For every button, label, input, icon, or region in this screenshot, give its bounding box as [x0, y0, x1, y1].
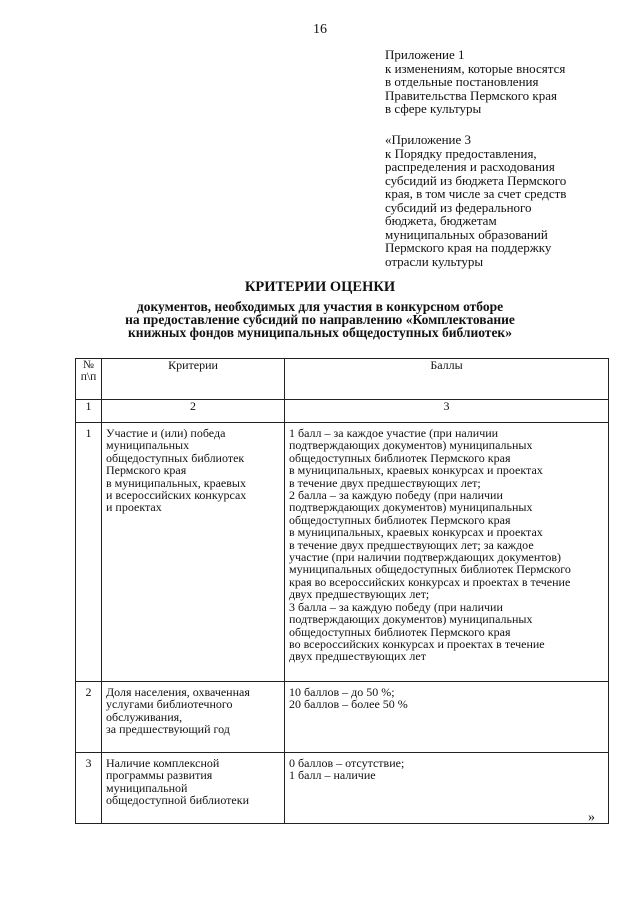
appendix-1-line: Правительства Пермского края — [385, 87, 557, 103]
score-line: 1 балл – наличие — [289, 768, 376, 783]
criteria-line: Пермского края — [106, 463, 187, 478]
score-line: двух предшествующих лет — [289, 649, 426, 664]
table-row — [76, 753, 609, 824]
row-number-cell: 1 — [76, 423, 102, 682]
document-subtitle — [40, 300, 600, 339]
criteria-line: услугами библиотечного — [106, 697, 233, 712]
score-line: муниципальных общедоступных библиотек Пермского — [289, 562, 571, 577]
appendix-3-line: к Порядку предоставления, — [385, 145, 537, 161]
score-line: 0 баллов – отсутствие; — [289, 756, 405, 770]
scores-cell — [285, 682, 609, 753]
page-number: 16 — [313, 22, 327, 37]
table-row — [76, 682, 609, 753]
closing-quote-mark: » — [588, 810, 595, 825]
score-line: общедоступных библиотек Пермского края — [289, 624, 511, 639]
criteria-line: и проектах — [106, 500, 162, 515]
criteria-table — [75, 358, 609, 824]
table-row — [76, 423, 609, 682]
header-number-symbol: № — [83, 359, 94, 371]
index-cell: 2 — [102, 400, 285, 423]
score-line: 2 балла – за каждую победу (при наличии — [289, 488, 503, 503]
appendix-3-line: субсидий из бюджета Пермского — [385, 172, 567, 188]
criteria-line: за предшествующий год — [106, 722, 230, 737]
appendix-1-block — [385, 48, 625, 116]
criteria-line: Наличие комплексной — [106, 756, 220, 770]
score-line: края во всероссийских конкурсах и проектах в течение — [289, 574, 571, 589]
score-line: двух предшествующих лет; — [289, 587, 430, 602]
scores-cell — [285, 753, 609, 824]
score-line: 20 баллов – более 50 % — [289, 697, 408, 712]
criteria-line: обслуживания, — [106, 709, 183, 724]
criteria-line: муниципальных — [106, 438, 190, 453]
score-line: общедоступных библиотек Пермского края — [289, 450, 511, 465]
table-header-row — [76, 359, 609, 400]
criteria-line: Участие и (или) победа — [106, 426, 226, 440]
appendix-3-line: Пермского края на поддержку — [385, 240, 552, 255]
score-line: подтверждающих документов) муниципальных — [289, 438, 533, 453]
subtitle-line: книжных фондов муниципальных общедоступных библиотек» — [128, 325, 512, 340]
criteria-line: общедоступных библиотек — [106, 450, 245, 465]
score-line: во всероссийских конкурсах и проектах в течение — [289, 636, 545, 651]
score-line: в течение двух предшествующих лет; за каждое — [289, 537, 534, 552]
score-line: участие (при наличии подтверждающих документов) — [289, 550, 562, 565]
criteria-line: Доля населения, охваченная — [106, 685, 250, 699]
criteria-line: общедоступной библиотеки — [106, 793, 250, 808]
appendix-1-line: в отдельные постановления — [385, 74, 539, 89]
score-line: подтверждающих документов) муниципальных — [289, 612, 533, 627]
subtitle-line: на предоставление субсидий по направлению «Комплектование — [125, 312, 515, 327]
appendix-1-line: в сфере культуры — [385, 101, 482, 116]
appendix-3-line: края, в том числе за счет средств — [385, 186, 567, 201]
document-title: КРИТЕРИИ ОЦЕНКИ — [244, 279, 396, 295]
criteria-cell — [102, 423, 285, 682]
appendix-3-line: субсидий из федерального — [385, 199, 532, 215]
appendix-3-line: распределения и расходования — [385, 159, 555, 174]
criteria-cell — [102, 753, 285, 824]
appendix-1-line: к изменениям, которые вносятся — [385, 60, 566, 76]
table-index-row — [76, 400, 609, 423]
score-line: в муниципальных, краевых конкурсах и проектах — [289, 463, 543, 478]
index-cell: 3 — [285, 400, 609, 423]
criteria-line: в муниципальных, краевых — [106, 475, 246, 490]
score-line: в течение двух предшествующих лет; — [289, 475, 481, 490]
appendix-3-line: муниципальных образований — [385, 226, 548, 242]
score-line: в муниципальных, краевых конкурсах и проектах — [289, 525, 543, 540]
header-number-cell — [76, 359, 102, 400]
header-criteria-cell: Критерии — [102, 359, 285, 400]
appendix-3-line: отрасли культуры — [385, 253, 484, 269]
appendix-1-line: Приложение 1 — [385, 47, 465, 62]
row-number-cell: 2 — [76, 682, 102, 753]
criteria-line: муниципальной — [106, 780, 188, 795]
row-number-cell: 3 — [76, 753, 102, 824]
score-line: 1 балл – за каждое участие (при наличии — [289, 426, 499, 440]
appendix-3-block — [385, 133, 625, 268]
appendix-3-line: «Приложение 3 — [385, 132, 472, 147]
score-line: общедоступных библиотек Пермского края — [289, 512, 511, 527]
subtitle-line: документов, необходимых для участия в конкурсном отборе — [136, 299, 504, 314]
scores-cell — [285, 423, 609, 682]
score-line: 3 балла – за каждую победу (при наличии — [289, 599, 503, 614]
criteria-cell — [102, 682, 285, 753]
criteria-line: программы развития — [106, 768, 213, 783]
index-cell: 1 — [76, 400, 102, 423]
header-scores-cell: Баллы — [285, 359, 609, 400]
score-line: подтверждающих документов) муниципальных — [289, 500, 533, 515]
criteria-line: и всероссийских конкурсах — [106, 488, 247, 503]
appendix-3-line: бюджета, бюджетам — [385, 213, 497, 228]
score-line: 10 баллов – до 50 %; — [289, 685, 395, 699]
header-number-abbr: п\п — [80, 371, 97, 383]
